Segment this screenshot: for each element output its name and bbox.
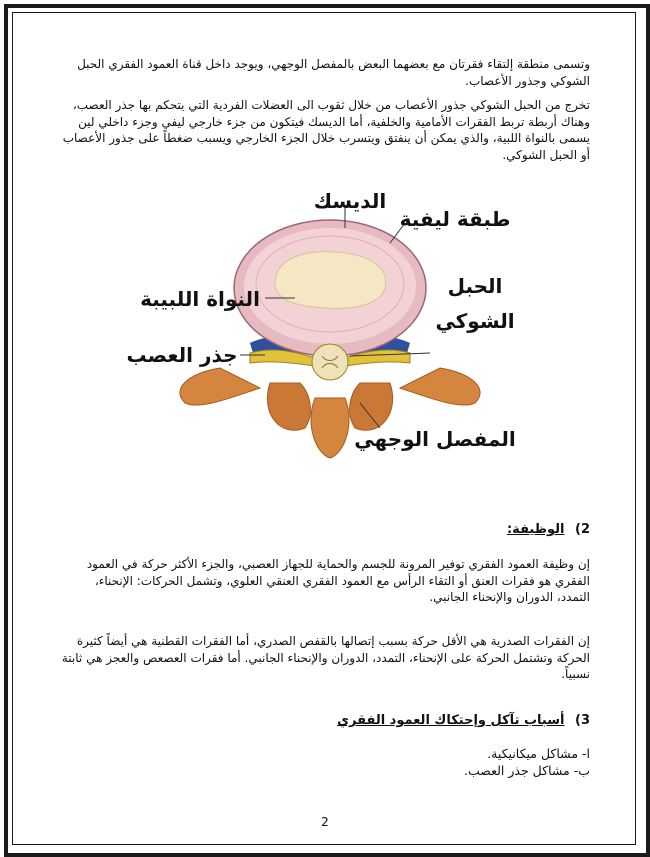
label-fibrous-layer: طبقة ليفية xyxy=(399,207,511,231)
intro-paragraph-2: تخرج من الحبل الشوكي جذور الأعصاب من خلال ثقوب الى العضلات الفردية التي يتحكم بها جذر العصب، وهناك أربطة تربط الفقرات الأمامية والخلفية، أما الديسك فيتكون من جزء خارجي ليفي وجزء داخلي لين يسمى بالنواة اللبية، والذي يمكن أن ينفتق ويتسرب خلال الجزء الخارجي ويسبب ضغطاً على جذور الأعصاب أو الحبل الشوكي. xyxy=(62,98,590,162)
label-spinal-cord-2: الشوكي xyxy=(435,309,515,333)
label-facet-joint: المفصل الوجهي xyxy=(354,427,516,451)
section-2-paragraph-2: إن الفقرات الصدرية هي الأقل حركة بسبب إتصالها بالقفص الصدري، أما الفقرات القطنية هي أيضاً كثيرة الحركة وتشتمل الحركة على الإنحناء، التمدد، الدوران والإنحناء الجانبي. أما فقرات العصعص والعجز هي ثابتة نسبياً. xyxy=(61,634,590,681)
causes-list xyxy=(464,745,590,779)
spine-disc-diagram xyxy=(100,188,560,488)
page-number: 2 xyxy=(321,815,329,829)
section-3-title: أسباب تآكل وإحتكاك العمود الفقري xyxy=(337,713,565,728)
section-2-title: الوظيفة: xyxy=(506,522,565,537)
intro-paragraph-1: وتسمى منطقة إلتقاء فقرتان مع بعضهما البعض بالمفصل الوجهي، ويوجد داخل قناة العمود الفقري الحبل الشوكي وجذور الأعصاب. xyxy=(77,57,590,88)
label-disc: الديسك xyxy=(313,189,387,213)
section-3-number: 3) xyxy=(575,713,590,728)
nucleus xyxy=(275,252,386,309)
label-spinal-cord-1: الحبل xyxy=(447,274,503,298)
label-nucleus: النواة اللبيبة xyxy=(140,287,260,311)
label-nerve-root: جذر العصب xyxy=(126,343,238,367)
spinal-cord xyxy=(312,344,348,380)
section-2-heading xyxy=(507,522,590,537)
disc xyxy=(234,220,426,356)
section-2-number: 2) xyxy=(575,522,590,537)
section-3-heading xyxy=(337,713,590,728)
list-item: ب- مشاكل جذر العصب. xyxy=(464,763,590,778)
list-item: ا- مشاكل ميكانيكية. xyxy=(487,746,590,761)
section-2-paragraph-1: إن وظيفة العمود الفقري توفير المرونة للجسم والحماية للجهاز العصبي، والجزء الأكثر حركة في العمود الفقري هو فقرات العنق أو التقاء الرأس مع العمود الفقري العنقي العلوي، وتشمل الحركات: الإنحناء، التمدد، الدوران والإنحناء الجانبي. xyxy=(86,557,590,604)
